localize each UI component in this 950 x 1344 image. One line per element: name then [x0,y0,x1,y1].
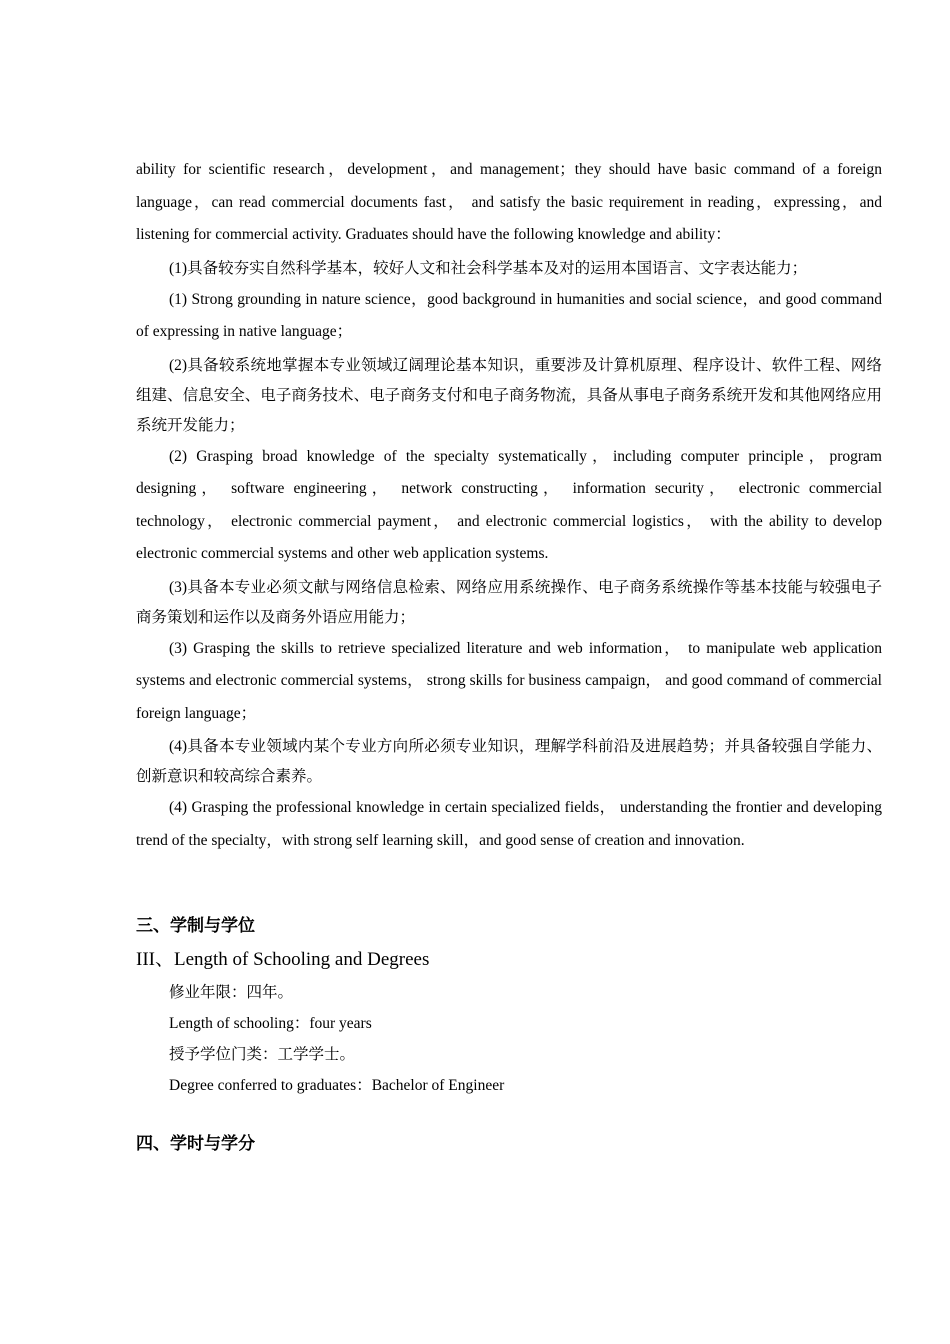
degree-type-en: Degree conferred to graduates：Bachelor of Engineer [169,1077,505,1094]
item-3-zh: (3)具备本专业必须文献与网络信息检索、网络应用系统操作、电子商务系统操作等基本技能与较强电子商务策划和运作以及商务外语应用能力； [136,578,882,626]
item-1-en: (1) Strong grounding in nature science，good background in humanities and social science，and good command of expressing in native language； [136,290,882,340]
section-4-heading-zh: 四、学时与学分 [136,1134,255,1154]
degree-type-zh: 授予学位门类：工学学士。 [169,1046,356,1063]
item-4-en: (4) Grasping the professional knowledge in certain specialized fields， understanding the frontier and developing trend of the specialty，with strong self learning skill，and good sense of creation and innovation. [136,799,882,849]
item-2-en: (2) Grasping broad knowledge of the specialty systematically，including computer principle，program designing， software engineering， network constructing， information security， electronic commercial technology， electronic commercial payment， and electronic commercial logistics， with the ability to develop electronic commercial systems and other web application systems. [136,447,882,562]
document-page [136,154,882,1161]
section-3-heading-zh: 三、学制与学位 [136,916,255,936]
schooling-length-zh: 修业年限：四年。 [169,984,294,1001]
item-2-zh: (2)具备较系统地掌握本专业领域辽阔理论基本知识，重要涉及计算机原理、程序设计、软件工程、网络组建、信息安全、电子商务技术、电子商务支付和电子商务物流，具备从事电子商务系统开发和其他网络应用系统开发能力； [136,356,882,434]
item-3-en: (3) Grasping the skills to retrieve specialized literature and web information， to manipulate web application systems and electronic commercial systems， strong skills for business campaign， and good command of commercial foreign language； [136,639,882,722]
item-1-zh: (1)具备较夯实自然科学基本，较好人文和社会科学基本及对的运用本国语言、文字表达能力； [169,259,808,277]
schooling-length-en: Length of schooling：four years [169,1015,372,1032]
intro-paragraph: ability for scientific research，development，and management；they should have basic command of a foreign language，can read commercial documents fast， and satisfy the basic requirement in reading，expressing，and listening for commercial activity. Graduates should have the following knowledge and ability： [136,161,882,243]
item-4-zh: (4)具备本专业领域内某个专业方向所必须专业知识，理解学科前沿及进展趋势；并具备较强自学能力、创新意识和较高综合素养。 [136,738,882,785]
section-3-heading-en: III、Length of Schooling and Degrees [136,949,430,970]
